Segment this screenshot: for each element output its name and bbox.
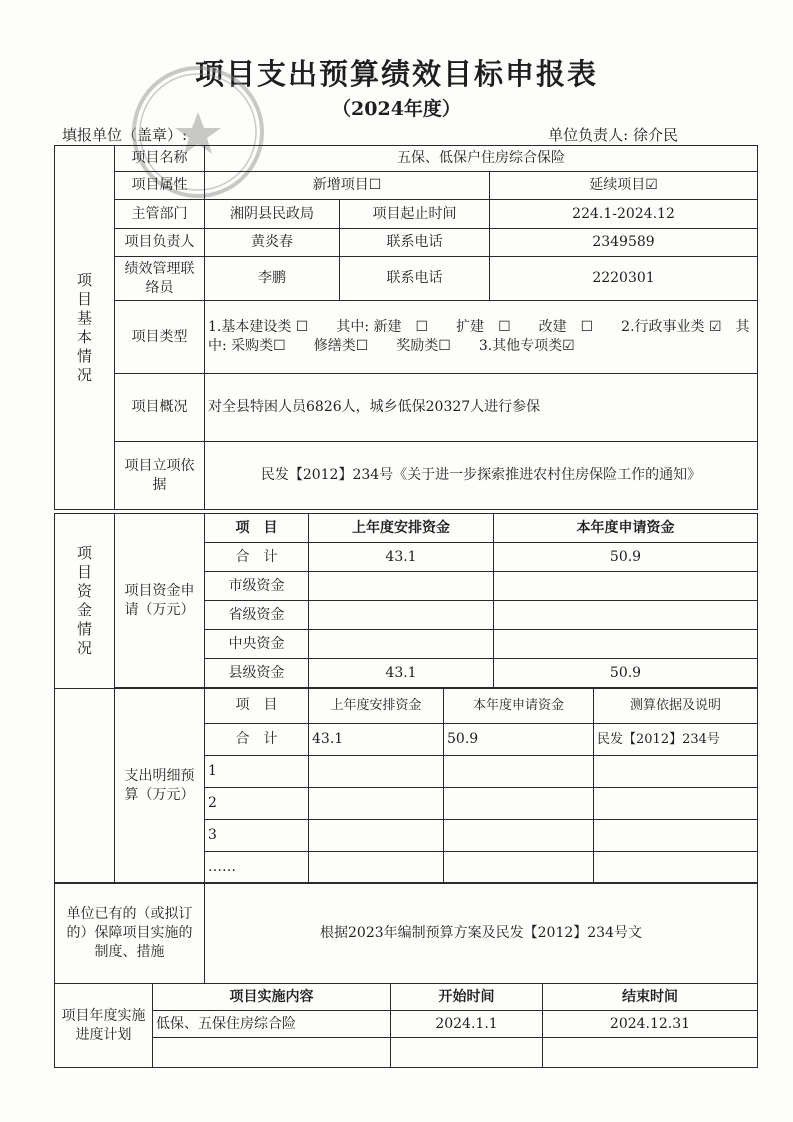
expense-detail-label: 支出明细预算（万元） (115, 688, 205, 884)
fund-row-this (494, 630, 758, 659)
detail-row-last (309, 852, 444, 884)
unit-head-label: 单位负责人: 徐介民 (548, 126, 678, 144)
detail-row-basis: 民发【2012】234号 (594, 724, 758, 756)
dept-value: 湘阴县民政局 (205, 200, 340, 228)
fund-row-name: 县级资金 (205, 659, 309, 689)
fund-apply-table (54, 513, 758, 689)
phone-label: 联系电话 (340, 228, 490, 256)
fund-row-name: 合 计 (205, 543, 309, 572)
detail-row-basis (594, 852, 758, 884)
schedule-empty (153, 1038, 391, 1068)
project-attr-label: 项目属性 (115, 172, 205, 200)
phone-label: 联系电话 (340, 256, 490, 300)
dcol-item: 项 目 (205, 688, 309, 724)
funds-section-continuation (55, 688, 115, 884)
detail-row-last (309, 756, 444, 788)
detail-row-last (309, 820, 444, 852)
basis-label: 项目立项依据 (115, 442, 205, 510)
fund-row-last (309, 630, 494, 659)
fund-row-this: 50.9 (494, 659, 758, 689)
reporting-unit-label: 填报单位（盖章）: (62, 126, 188, 144)
expense-detail-table (54, 687, 758, 884)
detail-row-basis (594, 820, 758, 852)
detail-row-name: 2 (205, 788, 309, 820)
project-type-label: 项目类型 (115, 301, 205, 374)
detail-row-this (444, 756, 594, 788)
detail-row-this: 50.9 (444, 724, 594, 756)
fund-row-name: 省级资金 (205, 601, 309, 630)
funds-section-label: 项目资金情况 (55, 514, 115, 689)
perf-contact-label: 绩效管理联络员 (115, 256, 205, 300)
fund-row-last: 43.1 (309, 543, 494, 572)
detail-row-name: 1 (205, 756, 309, 788)
detail-row-this (444, 852, 594, 884)
fund-row-last (309, 572, 494, 601)
dept-label: 主管部门 (115, 200, 205, 228)
system-table (54, 882, 758, 984)
perf-contact-phone: 2220301 (490, 256, 758, 300)
leader-phone: 2349589 (490, 228, 758, 256)
new-project-checkbox[interactable]: 新增项目☐ (205, 172, 490, 200)
system-label: 单位已有的（或拟订的）保障项目实施的制度、措施 (55, 883, 205, 984)
detail-row-this (444, 788, 594, 820)
col-item: 项 目 (205, 514, 309, 543)
detail-row-basis (594, 788, 758, 820)
detail-row-name: …… (205, 852, 309, 884)
detail-row-name: 3 (205, 820, 309, 852)
schedule-table (54, 983, 758, 1068)
detail-row-this (444, 820, 594, 852)
col-this-year: 本年度申请资金 (494, 514, 758, 543)
fund-row-name: 中央资金 (205, 630, 309, 659)
fund-row-this (494, 601, 758, 630)
leader-label: 项目负责人 (115, 228, 205, 256)
fund-row-last: 43.1 (309, 659, 494, 689)
perf-contact-value: 李鹏 (205, 256, 340, 300)
schedule-start: 2024.1.1 (391, 1011, 543, 1038)
year-label: （2024年度） (332, 98, 461, 120)
col-content: 项目实施内容 (153, 984, 391, 1011)
detail-row-name: 合 计 (205, 724, 309, 756)
page-title: 项目支出预算绩效目标申报表 (194, 57, 598, 91)
fund-row-this (494, 572, 758, 601)
basic-section-label: 项目基本情况 (55, 146, 115, 510)
period-label: 项目起止时间 (340, 200, 490, 228)
schedule-empty (543, 1038, 758, 1068)
col-end: 结束时间 (543, 984, 758, 1011)
basis-value: 民发【2012】234号《关于进一步探索推进农村住房保险工作的通知》 (205, 442, 758, 510)
dcol-last-year: 上年度安排资金 (309, 688, 444, 724)
overview-value: 对全县特困人员6826人，城乡低保20327人进行参保 (205, 373, 758, 442)
basic-info-table (54, 145, 758, 510)
col-last-year: 上年度安排资金 (309, 514, 494, 543)
fund-row-name: 市级资金 (205, 572, 309, 601)
schedule-end: 2024.12.31 (543, 1011, 758, 1038)
fund-row-last (309, 601, 494, 630)
project-name-value: 五保、低保户住房综合保险 (205, 146, 758, 172)
dcol-basis: 测算依据及说明 (594, 688, 758, 724)
dcol-this-year: 本年度申请资金 (444, 688, 594, 724)
schedule-empty (391, 1038, 543, 1068)
schedule-label: 项目年度实施进度计划 (55, 984, 153, 1068)
leader-value: 黄炎春 (205, 228, 340, 256)
schedule-content: 低保、五保住房综合险 (153, 1011, 391, 1038)
col-start: 开始时间 (391, 984, 543, 1011)
project-name-label: 项目名称 (115, 146, 205, 172)
detail-row-basis (594, 756, 758, 788)
fund-apply-label: 项目资金申请（万元） (115, 514, 205, 689)
fund-row-this: 50.9 (494, 543, 758, 572)
project-type-options[interactable]: 1.基本建设类 ☐ 其中: 新建 ☐ 扩建 ☐ 改建 ☐ 2.行政事业类 ☑ 其中: 采购类☐ 修缮类☐ 奖励类☐ 3.其他专项类☑ (205, 301, 758, 374)
detail-row-last (309, 788, 444, 820)
period-value: 224.1-2024.12 (490, 200, 758, 228)
detail-row-last: 43.1 (309, 724, 444, 756)
system-value: 根据2023年编制预算方案及民发【2012】234号文 (205, 883, 758, 984)
continuing-project-checkbox[interactable]: 延续项目☑ (490, 172, 758, 200)
overview-label: 项目概况 (115, 373, 205, 442)
